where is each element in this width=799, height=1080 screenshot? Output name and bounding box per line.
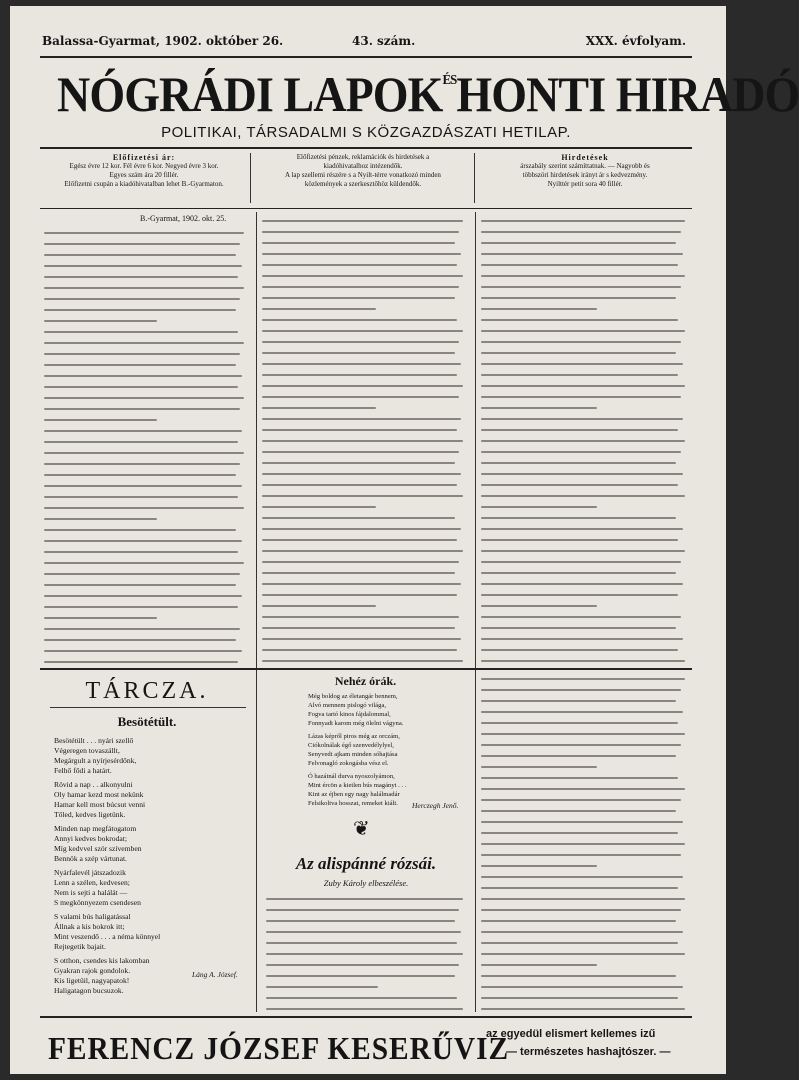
text-line: [481, 418, 683, 420]
masthead-conjunction: ÉS: [442, 73, 457, 88]
text-line: [262, 374, 457, 376]
text-line: [262, 385, 463, 387]
text-line: [481, 660, 685, 662]
contact-line: A lap szellemi részére s a Nyilt-térre vonatkozó minden: [285, 171, 441, 179]
text-line: [481, 539, 678, 541]
text-line: [44, 661, 238, 663]
text-line: [262, 308, 376, 310]
text-lines: [262, 220, 469, 671]
poem-line: Állnak a kis bokrok itt;: [54, 922, 125, 931]
text-lines: [44, 232, 250, 672]
masthead-rule: [40, 147, 692, 149]
text-line: [481, 865, 597, 867]
text-line: [262, 363, 461, 365]
poem-line: Hamar kell most búcsut venni: [54, 800, 146, 809]
text-line: [266, 975, 455, 977]
text-line: [44, 287, 244, 289]
text-line: [266, 986, 378, 988]
text-line: [481, 843, 685, 845]
text-line: [262, 473, 461, 475]
text-line: [481, 975, 676, 977]
poem-line: Kis ligetüil, nagyapatok!: [54, 976, 130, 985]
place-date: Balassa-Gyarmat, 1902. október 26.: [42, 34, 284, 48]
poem-line: Ó hazátnál durva nyoszolyámon,: [308, 773, 395, 780]
masthead: [57, 66, 799, 122]
top-line: [42, 34, 686, 52]
text-line: [262, 407, 376, 409]
text-line: [44, 364, 236, 366]
poem-line: Nem is sejti a halálát —: [54, 888, 128, 897]
nehez-title: Nehéz órák.: [334, 674, 397, 688]
text-line: [262, 352, 455, 354]
text-line: [481, 766, 597, 768]
tarcza-poem-title: Besötétült.: [117, 714, 177, 729]
nehez-signature: Herczegh Jenő.: [412, 801, 459, 810]
poem-line: Lenn a szélen, kedvesen;: [54, 878, 130, 887]
text-line: [266, 920, 455, 922]
tarcza-rule: [50, 707, 246, 708]
text-line: [481, 986, 683, 988]
text-line: [481, 997, 678, 999]
text-line: [262, 451, 459, 453]
text-line: [481, 931, 683, 933]
text-line: [262, 220, 463, 222]
ads-box: [478, 153, 692, 207]
text-line: [481, 810, 676, 812]
info-rule: [40, 208, 692, 209]
text-line: [481, 942, 678, 944]
text-line: [481, 506, 597, 508]
text-line: [266, 909, 459, 911]
text-line: [481, 517, 676, 519]
text-line: [481, 341, 681, 343]
text-line: [262, 286, 459, 288]
poem-line: Lázas képről piros még az orczám,: [308, 733, 400, 740]
text-line: [44, 529, 236, 531]
subscription-line: Egyes szám ára 20 fillér.: [109, 171, 179, 179]
poem-line: Rövid a nap . . alkonyulni: [54, 780, 133, 789]
text-line: [44, 298, 240, 300]
text-line: [262, 506, 376, 508]
poem-line: Míg kedvvel ször szívemben: [54, 844, 142, 853]
flourish-icon: ❦: [353, 816, 370, 840]
text-line: [481, 594, 678, 596]
text-line: [481, 722, 678, 724]
text-line: [266, 931, 461, 933]
subscription-heading: Előfizetési ár:: [112, 153, 176, 162]
text-line: [262, 561, 459, 563]
text-line: [481, 909, 681, 911]
text-line: [481, 352, 676, 354]
text-line: [481, 473, 683, 475]
text-line: [44, 452, 244, 454]
text-line: [262, 253, 461, 255]
text-line: [44, 265, 242, 267]
advert-line-1: az egyedül elismert kellemes izű: [486, 1028, 656, 1040]
text-line: [44, 485, 242, 487]
column-divider: [256, 212, 257, 1012]
text-line: [44, 331, 238, 333]
text-line: [481, 638, 683, 640]
poem-line: Besötétült . . . nyári szellő: [54, 736, 134, 745]
text-line: [262, 627, 455, 629]
text-line: [481, 561, 681, 563]
poem-line: Kint az éjben egy nagy halálmadár: [308, 791, 400, 798]
text-line: [481, 777, 678, 779]
text-line: [44, 595, 242, 597]
text-line: [481, 440, 685, 442]
text-line: [44, 441, 238, 443]
article-column-1: [44, 228, 250, 664]
text-line: [481, 363, 683, 365]
info-divider: [250, 153, 251, 203]
text-line: [44, 551, 238, 553]
text-line: [481, 583, 683, 585]
ads-heading: Hirdetések: [561, 153, 609, 162]
subscription-line: Előfizetni csupán a kiadóhivatalban lehet B.-Gyarmaton.: [64, 180, 224, 188]
text-line: [262, 396, 459, 398]
text-line: [262, 429, 457, 431]
text-line: [262, 572, 455, 574]
text-line: [44, 639, 236, 641]
text-line: [481, 385, 685, 387]
advert-line-2: — természetes hashajtószer. —: [506, 1046, 671, 1058]
text-line: [262, 539, 457, 541]
text-line: [262, 495, 463, 497]
poem-line: Gyakran rajok gondolok.: [54, 966, 131, 975]
column-divider: [475, 212, 476, 1012]
poem-line: S megkönnyezem csendesen: [54, 898, 141, 907]
contact-line: közlemények a szerkesztőhöz küldendők.: [304, 180, 422, 188]
subscription-box: [40, 153, 248, 207]
text-line: [266, 898, 463, 900]
text-line: [44, 386, 238, 388]
poem-line: S valami bús haligatással: [54, 912, 131, 921]
text-line: [262, 638, 461, 640]
text-line: [262, 330, 463, 332]
rozsai-text: [266, 894, 469, 1014]
subscription-line: Egész évre 12 kor. Fél évre 6 kor. Negyed évre 3 kor.: [69, 162, 219, 170]
nehez-poem: [308, 692, 468, 808]
advert-rule: [40, 1016, 692, 1018]
text-line: [481, 572, 676, 574]
text-line: [44, 397, 244, 399]
text-line: [481, 297, 676, 299]
text-line: [481, 788, 685, 790]
poem-line: Végeregen tovaszállt,: [54, 746, 120, 755]
poem-line: Mint ércön a kietlen bús magányt . . .: [308, 782, 407, 789]
text-line: [481, 898, 685, 900]
text-line: [481, 649, 678, 651]
text-line: [481, 550, 685, 552]
text-line: [44, 320, 157, 322]
article-column-3-continued: [481, 674, 691, 1014]
volume: XXX. évfolyam.: [585, 34, 686, 48]
text-line: [481, 605, 597, 607]
text-line: [44, 309, 236, 311]
text-line: [44, 342, 244, 344]
text-line: [481, 308, 597, 310]
text-line: [44, 606, 238, 608]
contact-box: [254, 153, 472, 207]
text-line: [481, 451, 681, 453]
poem-line: Ciókolnálak égő szenvedélylyel,: [308, 742, 394, 749]
text-line: [481, 854, 681, 856]
text-line: [481, 744, 681, 746]
text-line: [481, 429, 678, 431]
text-line: [44, 430, 242, 432]
text-line: [481, 627, 676, 629]
text-line: [262, 231, 459, 233]
ads-line: Nyilttér petit sora 40 fillér.: [547, 180, 623, 188]
text-line: [481, 374, 678, 376]
tarcza-signature: Láng A. József.: [192, 970, 238, 979]
text-lines: [481, 220, 691, 671]
text-line: [481, 242, 676, 244]
text-line: [262, 528, 461, 530]
text-line: [44, 628, 240, 630]
poem-line: Bennök a szép vártunat.: [54, 854, 127, 863]
text-line: [44, 375, 242, 377]
poem-line: Tőled, kedves ligetünk.: [54, 810, 126, 819]
poem-line: Alvó mennem pislogó világa,: [308, 702, 387, 709]
newspaper-page: [10, 6, 799, 1074]
text-line: [481, 755, 676, 757]
text-line: [481, 264, 678, 266]
text-line: [44, 584, 236, 586]
text-line: [481, 495, 685, 497]
text-line: [262, 319, 457, 321]
poem-line: Megárgult a nyírjesérdőnk,: [54, 756, 137, 765]
advert-brand: FERENCZ JÓZSEF KESERŰVIZ: [48, 1030, 510, 1066]
text-line: [44, 243, 240, 245]
text-line: [481, 1008, 685, 1010]
text-line: [481, 821, 683, 823]
text-line: [262, 517, 455, 519]
advert: [40, 1022, 692, 1070]
section-rule: [40, 668, 692, 670]
poem-line: Fogva tartó kinos fájdalommal,: [308, 711, 391, 718]
text-line: [481, 253, 683, 255]
text-line: [481, 616, 681, 618]
poem-line: Minden nap megfátogatom: [54, 824, 137, 833]
article-column-2: [262, 216, 469, 662]
info-divider: [474, 153, 475, 203]
text-line: [481, 396, 681, 398]
text-line: [262, 275, 463, 277]
text-line: [44, 518, 157, 520]
text-line: [262, 462, 455, 464]
text-line: [481, 920, 676, 922]
poem-line: Oly hamar kezd most nekünk: [54, 790, 144, 799]
poem-line: Mint veszendő . . . a néma könnyel: [54, 932, 161, 941]
text-line: [481, 953, 685, 955]
contact-line: kiadóhivatalhoz intézendők.: [323, 162, 403, 170]
masthead-right: HONTI HIRADÓ: [456, 66, 799, 122]
poem-line: Haligatagon bucsuzok.: [54, 986, 124, 995]
text-line: [481, 711, 683, 713]
text-line: [481, 678, 685, 680]
text-line: [262, 242, 455, 244]
text-line: [266, 997, 457, 999]
issue-number: 43. szám.: [352, 34, 416, 48]
text-line: [44, 276, 238, 278]
rozsai-title: Az alispánné rózsái.: [295, 854, 437, 873]
text-line: [44, 463, 240, 465]
poem-line: Fonnyadt karom még ölelni vágyna.: [308, 720, 404, 727]
text-line: [44, 232, 244, 234]
text-line: [44, 573, 240, 575]
text-line: [44, 540, 242, 542]
poem-line: Felsikoltva hosszat, remeket kiált.: [308, 800, 398, 807]
text-line: [44, 408, 240, 410]
text-line: [266, 953, 463, 955]
text-line: [266, 964, 459, 966]
text-line: [262, 660, 463, 662]
text-line: [262, 649, 457, 651]
text-line: [44, 419, 157, 421]
contact-line: Előfizetési pénzek, reklamációk és hirdetések a: [296, 153, 430, 161]
text-lines: [481, 678, 691, 1019]
masthead-left: NÓGRÁDI LAPOK: [57, 66, 443, 122]
text-line: [262, 297, 455, 299]
text-line: [481, 407, 597, 409]
tarcza-poem: [54, 736, 250, 996]
text-line: [481, 220, 685, 222]
text-line: [481, 462, 676, 464]
text-line: [481, 964, 597, 966]
poem-line: Senyvedt ajkam minden sóhajtása: [308, 751, 398, 758]
text-line: [262, 264, 457, 266]
text-line: [44, 562, 244, 564]
article-dateline: B.-Gyarmat, 1902. okt. 25.: [140, 214, 227, 223]
text-line: [262, 550, 463, 552]
text-line: [262, 616, 459, 618]
text-line: [262, 440, 463, 442]
text-line: [44, 353, 240, 355]
text-line: [44, 650, 242, 652]
text-line: [262, 484, 457, 486]
top-rule: [40, 56, 692, 58]
tarcza-label: TÁRCZA.: [85, 678, 209, 704]
text-line: [481, 528, 683, 530]
ads-line: árszabály szerint számíttatnak. — Nagyobb és: [520, 162, 650, 170]
poem-line: Nyárfalevél játszadozik: [54, 868, 126, 877]
text-line: [44, 254, 236, 256]
text-line: [44, 617, 157, 619]
text-line: [481, 733, 685, 735]
text-line: [481, 319, 678, 321]
text-line: [266, 942, 457, 944]
poem-line: Rejtegetik bajait.: [54, 942, 106, 951]
article-column-3: [481, 216, 691, 662]
text-line: [481, 275, 685, 277]
text-line: [44, 496, 238, 498]
text-line: [481, 799, 681, 801]
poem-line: Felhő fődi a határt.: [54, 766, 112, 775]
text-line: [44, 507, 244, 509]
text-line: [481, 689, 681, 691]
text-line: [262, 341, 459, 343]
text-line: [481, 876, 683, 878]
text-line: [266, 1008, 463, 1010]
text-line: [481, 700, 676, 702]
poem-line: S otthon, csendes kis lakomban: [54, 956, 150, 965]
text-line: [262, 418, 461, 420]
text-line: [481, 286, 681, 288]
text-line: [262, 594, 457, 596]
ads-line: többszöri hirdetések irányt ár s kedvezmény.: [522, 171, 648, 179]
text-lines: [266, 898, 469, 1019]
text-line: [262, 583, 461, 585]
poem-line: Annyi kedves bokrodat;: [54, 834, 127, 843]
text-line: [481, 484, 678, 486]
text-line: [481, 330, 685, 332]
rozsai-byline: Zuby Károly elbeszélése.: [323, 878, 409, 888]
text-line: [44, 474, 236, 476]
text-line: [481, 832, 678, 834]
text-line: [481, 887, 678, 889]
masthead-subtitle: POLITIKAI, TÁRSADALMI S KÖZGAZDÁSZATI HETILAP.: [161, 124, 571, 141]
text-line: [262, 605, 376, 607]
poem-line: Még boldog az életangár bennem,: [308, 693, 398, 700]
poem-line: Felvonagló zokogásba vész el.: [308, 760, 389, 767]
text-line: [481, 231, 681, 233]
